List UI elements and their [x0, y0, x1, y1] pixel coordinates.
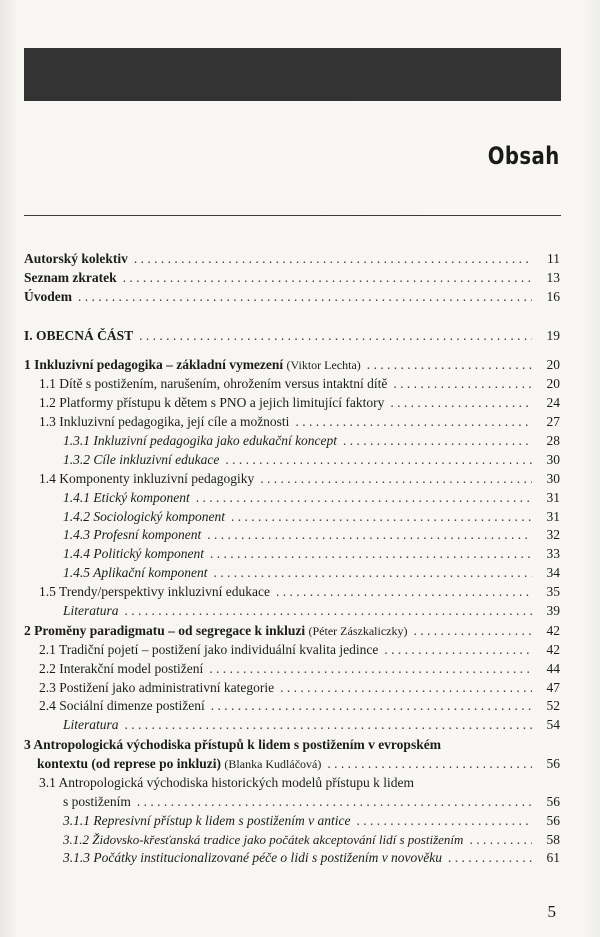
- dot-leader: [134, 250, 532, 268]
- toc-page-number: 13: [546, 270, 560, 285]
- toc-entry-1-3[interactable]: [0, 413, 560, 431]
- toc-entry-3-1-2[interactable]: [0, 831, 560, 849]
- toc-entry-uvodem[interactable]: [0, 288, 560, 306]
- toc-entry-label: 2.2 Interakční model postižení: [39, 661, 204, 676]
- toc-entry-label: [24, 622, 407, 640]
- chapter-author: (Péter Zászkaliczky): [308, 624, 408, 638]
- toc-page-number: 32: [546, 527, 560, 542]
- toc-entry-label: s postižením: [63, 794, 131, 809]
- toc-page-number: 56: [546, 794, 560, 809]
- toc-page-number: 31: [546, 490, 560, 505]
- toc-entry-chapter-1[interactable]: [0, 356, 560, 374]
- dot-leader: [343, 432, 532, 450]
- dot-leader: [413, 622, 532, 640]
- toc-page-number: 28: [546, 433, 560, 448]
- toc-entry-label: 1.4.3 Profesní komponent: [63, 527, 202, 542]
- dot-leader: [207, 526, 532, 544]
- chapter-title: 2 Proměny paradigmatu – od segregace k inkluzi: [24, 623, 306, 638]
- toc-entry-part-1[interactable]: [0, 327, 560, 345]
- toc-page-number: 33: [546, 546, 560, 561]
- toc-entry-literatura-1[interactable]: [0, 602, 560, 620]
- toc-entry-1-3-1[interactable]: [0, 432, 560, 450]
- toc-page-number: 44: [546, 661, 560, 676]
- toc-entry-2-3[interactable]: [0, 679, 560, 697]
- chapter-title: 1 Inkluzivní pedagogika – základní vymezení: [24, 357, 284, 372]
- chapter-author: (Blanka Kudláčová): [224, 757, 322, 771]
- toc-entry-2-4[interactable]: [0, 697, 560, 715]
- toc-entry-label: [37, 755, 321, 773]
- dot-leader: [280, 679, 532, 697]
- page-number: 5: [547, 902, 556, 921]
- dot-leader: [469, 831, 532, 849]
- toc-entry-label: 2.4 Sociální dimenze postižení: [39, 698, 205, 713]
- toc-entry-3-1[interactable]: [0, 793, 560, 811]
- toc-entry-label: 2.3 Postižení jako administrativní kategorie: [39, 680, 275, 695]
- toc-entry-autorsky-kolektiv[interactable]: [0, 250, 560, 268]
- dot-leader: [125, 716, 532, 734]
- dot-leader: [139, 327, 532, 345]
- dot-leader: [448, 849, 532, 867]
- toc-page-number: 16: [546, 289, 560, 304]
- dot-leader: [209, 660, 532, 678]
- dot-leader: [295, 413, 532, 431]
- toc-entry-label: Seznam zkratek: [24, 270, 117, 285]
- toc-page-number: 54: [546, 717, 560, 732]
- chapter-title: kontextu (od represe po inkluzi): [37, 756, 222, 771]
- toc-page-number: 20: [546, 357, 560, 372]
- toc-page-number: 61: [546, 850, 560, 865]
- toc-page-number: 30: [546, 452, 560, 467]
- dot-leader: [210, 545, 532, 563]
- dot-leader: [276, 583, 532, 601]
- toc-page-number: 39: [546, 603, 560, 618]
- toc-page-number: 35: [546, 584, 560, 599]
- toc-entry-label: 1.5 Trendy/perspektivy inkluzivní edukace: [39, 584, 270, 599]
- toc-entry-1-4-1[interactable]: [0, 489, 560, 507]
- dot-leader: [327, 755, 532, 773]
- toc-entry-1-4-3[interactable]: [0, 526, 560, 544]
- toc-page-number: 27: [546, 414, 560, 429]
- toc-page-number: 47: [546, 680, 560, 695]
- toc-entry-label: Literatura: [63, 717, 119, 732]
- toc-entry-label: 1.4.5 Aplikační komponent: [63, 565, 208, 580]
- toc-page-number: 56: [546, 813, 560, 828]
- dot-leader: [78, 288, 532, 306]
- toc-entry-1-1[interactable]: [0, 375, 560, 393]
- dot-leader: [231, 508, 532, 526]
- toc-entry-label: Úvodem: [24, 289, 72, 304]
- toc-entry-3-1-3[interactable]: [0, 849, 560, 867]
- toc-entry-label: Literatura: [63, 603, 119, 618]
- chapter-3-title-line-1[interactable]: 3 Antropologická východiska přístupů k lidem s postižením v evropském: [24, 737, 441, 752]
- toc-page-number: 52: [546, 698, 560, 713]
- dot-leader: [390, 394, 532, 412]
- dot-leader: [225, 451, 532, 469]
- toc-entry-label: 1.3 Inkluzivní pedagogika, její cíle a možnosti: [39, 414, 290, 429]
- chapter-author: (Viktor Lechta): [286, 358, 361, 372]
- page-title: Obsah: [488, 142, 560, 170]
- toc-entry-label: 1.4 Komponenty inkluzivní pedagogiky: [39, 471, 255, 486]
- toc-page-number: 11: [547, 251, 560, 266]
- toc-page-number: 20: [546, 376, 560, 391]
- toc-entry-1-3-2[interactable]: [0, 451, 560, 469]
- dot-leader: [196, 489, 532, 507]
- dot-leader: [260, 470, 532, 488]
- toc-entry-label: I. OBECNÁ ČÁST: [24, 328, 134, 343]
- toc-entry-label: 1.4.1 Etický komponent: [63, 490, 190, 505]
- toc-entry-label: 1.4.2 Sociologický komponent: [63, 509, 225, 524]
- toc-page-number: 24: [546, 395, 560, 410]
- toc-entry-1-4-5[interactable]: [0, 564, 560, 582]
- dot-leader: [125, 602, 532, 620]
- dot-leader: [211, 697, 532, 715]
- toc-entry-1-5[interactable]: [0, 583, 560, 601]
- toc-entry-2-2[interactable]: [0, 660, 560, 678]
- toc-page-number: 34: [546, 565, 560, 580]
- dot-leader: [393, 375, 532, 393]
- toc-entry-literatura-2[interactable]: [0, 716, 560, 734]
- toc-page-number: 42: [546, 642, 560, 657]
- toc-entry-1-4[interactable]: [0, 470, 560, 488]
- toc-entry-label: Autorský kolektiv: [24, 251, 128, 266]
- dot-leader: [384, 641, 532, 659]
- toc-entry-1-2[interactable]: [0, 394, 560, 412]
- toc-entry-label: 1.3.1 Inkluzivní pedagogika jako edukační koncept: [63, 433, 338, 448]
- toc-entry-label: 1.4.4 Politický komponent: [63, 546, 204, 561]
- toc-page-number: 56: [546, 756, 560, 771]
- toc-page-number: 58: [546, 832, 560, 847]
- toc-entry-2-1[interactable]: [0, 641, 560, 659]
- dot-leader: [367, 356, 532, 374]
- toc-entry-label: 1.1 Dítě s postižením, narušením, ohrožením versus intaktní dítě: [39, 376, 388, 391]
- dot-leader: [137, 793, 532, 811]
- dot-leader: [356, 812, 532, 830]
- toc-entry-1-4-2[interactable]: [0, 508, 560, 526]
- toc-entry-label: 2.1 Tradiční pojetí – postižení jako individuální kvalita jedince: [39, 642, 379, 657]
- section-3-1-title-line-1[interactable]: 3.1 Antropologická východiska historických modelů přístupu k lidem: [39, 775, 414, 790]
- toc-entry-label: 3.1.1 Represivní přístup k lidem s postižením v antice: [63, 813, 351, 828]
- toc-entry-label: 3.1.2 Židovsko-křesťanská tradice jako počátek akceptování lidí s postižením: [63, 832, 464, 847]
- toc-page-number: 31: [546, 509, 560, 524]
- toc-page-number: 30: [546, 471, 560, 486]
- dot-leader: [123, 269, 532, 287]
- toc-entry-chapter-2[interactable]: [0, 622, 560, 640]
- toc-entry-seznam-zkratek[interactable]: [0, 269, 560, 287]
- toc-entry-chapter-3[interactable]: [0, 755, 560, 773]
- toc-entry-label: 1.3.2 Cíle inkluzivní edukace: [63, 452, 220, 467]
- toc-entry-label: 3.1.3 Počátky institucionalizované péče o lidi s postižením v novověku: [63, 850, 443, 865]
- toc-page-number: 42: [546, 623, 560, 638]
- toc-entry-label: 1.2 Platformy přístupu k dětem s PNO a jejich limitující faktory: [39, 395, 385, 410]
- toc-entry-1-4-4[interactable]: [0, 545, 560, 563]
- toc-entry-3-1-1[interactable]: [0, 812, 560, 830]
- toc-page-number: 19: [546, 328, 560, 343]
- dot-leader: [213, 564, 532, 582]
- toc-entry-label: [24, 356, 361, 374]
